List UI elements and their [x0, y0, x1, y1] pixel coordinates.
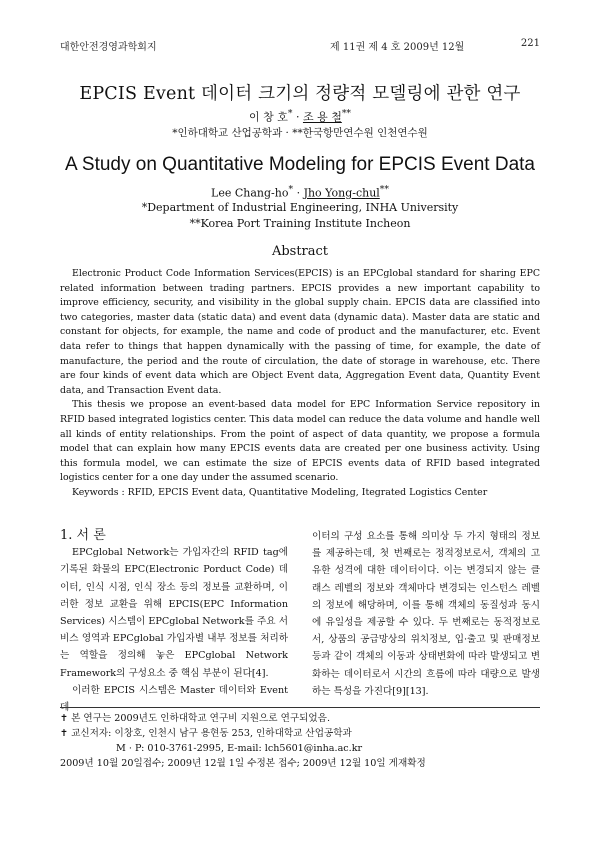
affiliation-english-2: **Korea Port Training Institute Incheon [189, 217, 411, 230]
author-1-ko-mark: * [287, 108, 293, 119]
abstract-body [60, 267, 540, 501]
footnote-contact: M · P: 010-3761-2995, E-mail: lch5601@inha.ac.kr [116, 743, 363, 754]
author-1-ko: 이 창 호 [249, 110, 288, 124]
footnote-dates: 2009년 10월 20일접수; 2009년 12월 1일 수정본 접수; 2009년 12월 10일 게재확정 [60, 758, 426, 769]
body-column-right [312, 528, 540, 700]
author-2-ko-mark: ** [341, 108, 351, 119]
body-column-left [60, 527, 288, 716]
keywords: Keywords : RFID, EPCIS Event data, Quantitative Modeling, Itegrated Logistics Center [72, 486, 488, 498]
footnote-divider [60, 707, 540, 708]
body-paragraph-1: EPCglobal Network는 가입자간의 RFID tag에 기록된 화물의 EPC(Electronic Porduct Code) 데이터, 인식 시점, 인식 장소 등의 정보를 교환하며, 이러한 정보 교환을 위해 EPCIS(EPC Information Services) 시스템이 EPCglobal Network를 주요 서비스 영역과 EPCglobal 가입자별 내부 정보를 처리하는 역할을 정의해 놓은 EPCglobal Network Framework의 구성요소 중 핵심 부분이 된다[4]. [60, 547, 288, 679]
footnote-funding: ✝ 본 연구는 2009년도 인하대학교 연구비 지원으로 연구되었음. [60, 713, 331, 724]
author-1-en-mark: * [288, 184, 294, 195]
paper-title-english: A Study on Quantitative Modeling for EPCIS Event Data [65, 154, 535, 175]
author-1-en: Lee Chang-ho [211, 186, 289, 200]
author-separator-en: · [296, 186, 301, 200]
author-2-en: Jho Yong-chul [303, 186, 380, 200]
author-2-en-mark: ** [379, 184, 389, 195]
abstract-heading: Abstract [271, 244, 329, 259]
body-paragraph-2: 이러한 EPCIS 시스템은 Master 데이터와 Event 데 [60, 684, 288, 714]
section-heading-introduction: 1. 서 론 [60, 528, 106, 543]
author-separator-ko: · [295, 110, 300, 124]
issue-info: 제 11권 제 4 호 2009년 12월 [330, 42, 465, 53]
body-paragraph-3: 이터의 구성 요소를 통해 의미상 두 가지 형태의 정보를 제공하는데, 첫 번째로는 정적정보로서, 객체의 고유한 성격에 대한 데이터이다. 이는 변경되지 않는 클래스 레벨의 정보와 객체마다 변경되는 인스턴스 레벨의 정보에 해당하며, 이를 통해 객체의 동질성과 동시에 유일성을 제공할 수 있다. 두 번째로는 동적정보로서, 상품의 공급망상의 위치정보, 입·출고 및 판매정보 등과 같이 객체의 이동과 상태변화에 따라 발생되고 변화하는 데이터로서 시간의 흐름에 따라 대량으로 발생하는 특성을 가진다[9][13]. [312, 531, 540, 697]
affiliation-english-1: *Department of Industrial Engineering, INHA University [141, 201, 459, 214]
abstract-paragraph-1: Electronic Product Code Information Services(EPCIS) is an EPCglobal standard for sharing EPC related information between trading partners. EPCIS provides a new important capability to improve efficiency, security, and visibility in the global supply chain. EPCIS data are classified into two categories, master data (static data) and event data (dynamic data). Master data are static and constant for objects, for example, the name and code of product and the manufacturer, etc. Event data refer to things that happen dynamically with the passing of time, for example, the date of manufacture, the period and the route of circulation, the date of storage in warehouse, etc. There are four kinds of event data which are Object Event data, Aggregation Event data, Quantity Event data, and Transaction Event data. [60, 268, 540, 396]
authors-korean [0, 108, 600, 125]
author-2-ko: 조 용 철 [302, 110, 342, 124]
affiliation-korean: *인하대학교 산업공학과 · **한국항만연수원 인천연수원 [172, 127, 428, 139]
authors-english [0, 184, 600, 200]
page-number: 221 [520, 38, 540, 49]
running-head [60, 38, 540, 52]
journal-name: 대한안전경영과학회지 [60, 42, 157, 53]
paper-title-korean: EPCIS Event 데이터 크기의 정량적 모델링에 관한 연구 [79, 84, 521, 104]
footnote-corresponding-author: ✝ 교신저자: 이창호, 인천시 남구 용현동 253, 인하대학교 산업공학과 [60, 728, 352, 739]
footnotes [60, 711, 540, 771]
abstract-paragraph-2: This thesis we propose an event-based data model for EPC Information Service repository in RFID based integrated logistics center. This data model can reduce the data volume and handle well all kinds of entity relationships. From the point of aspect of data quantity, we propose a formula model that can explain how many EPCIS events data are created per one business activity. Using this formula model, we can estimate the size of EPCIS events data of RFID based integrated logistics center for a one day under the assumed scenario. [60, 399, 540, 484]
